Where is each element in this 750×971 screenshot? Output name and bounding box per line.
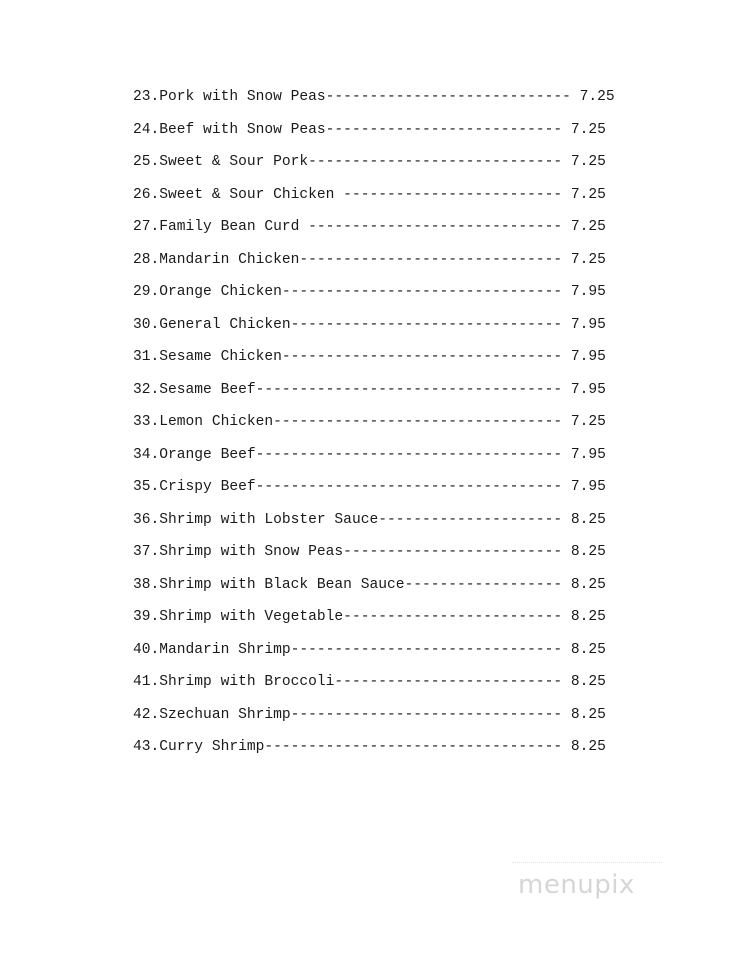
watermark-logo-text: menupix xyxy=(518,870,635,900)
menu-item-24: 24.Beef with Snow Peas--------------------------- 7.25 xyxy=(133,121,606,138)
watermark-divider xyxy=(512,862,662,863)
menu-item-list xyxy=(133,86,653,769)
menu-item-38: 38.Shrimp with Black Bean Sauce------------------ 8.25 xyxy=(133,576,606,593)
menu-item-27: 27.Family Bean Curd ----------------------------- 7.25 xyxy=(133,219,606,235)
menu-item-28: 28.Mandarin Chicken------------------------------ 7.25 xyxy=(133,251,606,268)
menu-item-23: 23.Pork with Snow Peas---------------------------- 7.25 xyxy=(133,89,615,105)
menu-item-31: 31.Sesame Chicken-------------------------------- 7.95 xyxy=(133,349,606,365)
menu-item-30: 30.General Chicken------------------------------- 7.95 xyxy=(133,316,606,333)
menupix-watermark xyxy=(512,862,662,912)
menu-item-25: 25.Sweet & Sour Pork----------------------------- 7.25 xyxy=(133,154,606,170)
menu-item-36: 36.Shrimp with Lobster Sauce--------------------- 8.25 xyxy=(133,511,606,528)
menu-item-32: 32.Sesame Beef----------------------------------- 7.95 xyxy=(133,381,606,398)
menu-item-42: 42.Szechuan Shrimp------------------------------- 8.25 xyxy=(133,706,606,723)
menu-item-41: 41.Shrimp with Broccoli-------------------------- 8.25 xyxy=(133,674,606,690)
menu-item-29: 29.Orange Chicken-------------------------------- 7.95 xyxy=(133,284,606,300)
menu-item-39: 39.Shrimp with Vegetable------------------------- 8.25 xyxy=(133,609,606,625)
menu-item-35: 35.Crispy Beef----------------------------------- 7.95 xyxy=(133,479,606,495)
menu-item-37: 37.Shrimp with Snow Peas------------------------- 8.25 xyxy=(133,544,606,560)
menu-item-26: 26.Sweet & Sour Chicken ------------------------- 7.25 xyxy=(133,186,606,203)
menu-item-43: 43.Curry Shrimp---------------------------------- 8.25 xyxy=(133,739,606,755)
menu-item-40: 40.Mandarin Shrimp------------------------------- 8.25 xyxy=(133,641,606,658)
menu-item-34: 34.Orange Beef----------------------------------- 7.95 xyxy=(133,446,606,463)
menu-item-33: 33.Lemon Chicken--------------------------------- 7.25 xyxy=(133,414,606,430)
